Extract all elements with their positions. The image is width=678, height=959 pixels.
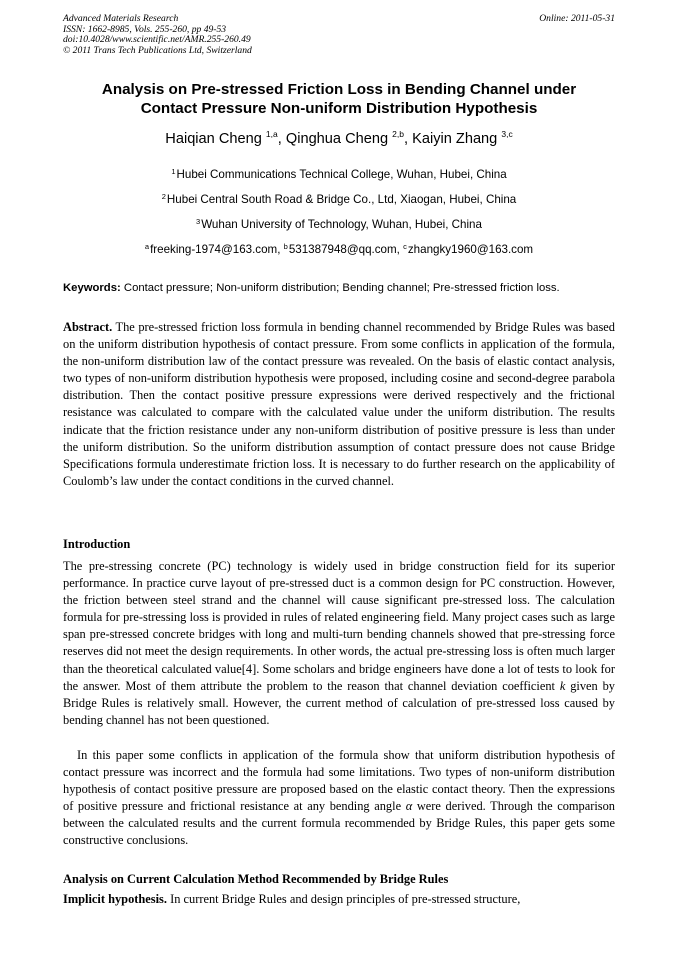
author-sup: 2,b xyxy=(392,129,404,139)
intro-p2-text: In this paper some conflicts in application of the formula show that uniform distribution hypothesis of contact pressure was incorrect and the formula had some limitations. Two types of non-uniform distribution hypothesis of contact positive pressure are proposed based on the elastic contact theory. Then the expressions of positive pressure and frictional resistance at any bending angle xyxy=(63,748,615,814)
keywords-text: Contact pressure; Non-uniform distribution; Bending channel; Pre-stressed friction loss. xyxy=(123,282,560,294)
author-name: Qinghua Cheng xyxy=(285,131,389,147)
author-name: Haiqian Cheng xyxy=(165,131,262,147)
intro-paragraph-1 xyxy=(63,558,615,729)
affiliation-sup: 3 xyxy=(196,217,201,226)
email-text: 531387948@qq.com xyxy=(288,243,397,256)
intro-p1-end: given by Bridge Rules is relatively small. However, the current method of calculation of pre-stressed loss caused by bending channel has not been questioned. xyxy=(63,678,615,727)
issn-line: ISSN: 1662-8985, Vols. 255-260, pp 49-53 xyxy=(63,23,227,35)
affiliation xyxy=(63,218,615,232)
section-heading-introduction: Introduction xyxy=(63,537,131,551)
journal-header xyxy=(63,14,615,56)
paper-title xyxy=(63,80,615,118)
email-text: freeking-1974@163.com xyxy=(150,243,278,256)
email-list: $^a$freeking-1974@163.com, $^b$531387948@qq.com, $^c$zhangky1960@163.com xyxy=(144,242,534,256)
abstract-text: The pre-stressed friction loss formula in bending channel recommended by Bridge Rules was based on the uniform distribution hypothesis of contact pressure. From some conflicts in application of the formula, the non-uniform distribution law of the contact pressure was revealed. On the basis of elastic contact analysis, two types of non-uniform distribution hypothesis were proposed, including cosine and second-degree parabola distribution. Then the contact positive pressure expressions were derived respectively and the frictional resistance was calculated to compare with the calculated value under the uniform distribution. The results indicate that the friction resistance under any non-uniform distribution of positive pressure is less than under the uniform distribution. So the uniform distribution assumption of contact pressure does not cause Bridge Specifications formula underestimate friction loss. It is necessary to do further research on the applicability of Coulomb’s law under the contact conditions in the curved channel. xyxy=(63,320,615,488)
email-sup: c xyxy=(403,242,407,251)
affiliation xyxy=(63,168,615,182)
abstract xyxy=(63,319,615,490)
section2-paragraph xyxy=(63,891,615,908)
intro-paragraph-2 xyxy=(63,747,615,850)
author-sup: 3,c xyxy=(501,129,513,139)
copyright-line: © 2011 Trans Tech Publications Ltd, Switzerland xyxy=(63,44,252,56)
title-line-2: Contact Pressure Non-uniform Distribution Hypothesis xyxy=(140,100,538,117)
math-variable: k xyxy=(559,678,566,693)
affiliation-text: Hubei Central South Road & Bridge Co., Ltd, Xiaogan, Hubei, China xyxy=(166,193,517,206)
doi-line: doi:10.4028/www.scientific.net/AMR.255-260.49 xyxy=(63,34,251,46)
affiliation-text: Wuhan University of Technology, Wuhan, Hubei, China xyxy=(201,218,482,231)
abstract-label: Abstract. xyxy=(63,320,113,334)
journal-name: Advanced Materials Research xyxy=(63,13,179,24)
keywords-label: Keywords: xyxy=(63,282,121,294)
keywords xyxy=(63,281,623,295)
section2-lead: Implicit hypothesis. xyxy=(63,892,167,906)
author-sup: 1,a xyxy=(265,129,278,139)
section-heading-current-method: Analysis on Current Calculation Method Recommended by Bridge Rules xyxy=(63,872,449,886)
author-list: Haiqian Cheng $^{1,a}$, Qinghua Cheng $^{2,b}$, Kaiyin Zhang $^{3,c}$ xyxy=(165,129,513,147)
author-name: Kaiyin Zhang xyxy=(412,131,498,147)
intro-p1-text: The pre-stressing concrete (PC) technology is widely used in bridge construction field for its superior performance. In practice curve layout of pre-stressed duct is a common design for PC construction. However, the friction between steel strand and the channel will cause significant pre-stressed loss. The calculation formula for pre-stressing loss is provided in rules of related engineering field. Many project cases such as large span pre-stressed concrete bridges with long and multi-turn bending channels showed that pre-stressing force reserves did not meet the design requirements. In other words, the actual pre-stressing loss is often much larger than the theoretical calculated value[4]. Some scholars and bridge engineers have done a lot of tests to look for the answer. Most of them attribute the problem to the reason that channel deviation coefficient xyxy=(63,559,615,693)
affiliation xyxy=(63,193,615,207)
affiliation-sup: 2 xyxy=(161,192,166,201)
section2-text: In current Bridge Rules and design principles of pre-stressed structure, xyxy=(170,892,521,906)
online-date: Online: 2011-05-31 xyxy=(539,13,615,24)
email-text: zhangky1960@163.com xyxy=(407,243,534,256)
affiliation-sup: 1 xyxy=(171,167,176,176)
affiliation-text: Hubei Communications Technical College, Wuhan, Hubei, China xyxy=(176,168,507,181)
email-sup: b xyxy=(283,242,288,251)
title-line-1: Analysis on Pre-stressed Friction Loss in Bending Channel under xyxy=(101,81,577,98)
intro-p2-end: were derived. Through the comparison between the calculated results and the current formula recommended by Bridge Rules, this paper gets some constructive conclusions. xyxy=(63,799,616,848)
email-sup: a xyxy=(144,242,150,251)
math-variable: α xyxy=(405,799,413,814)
